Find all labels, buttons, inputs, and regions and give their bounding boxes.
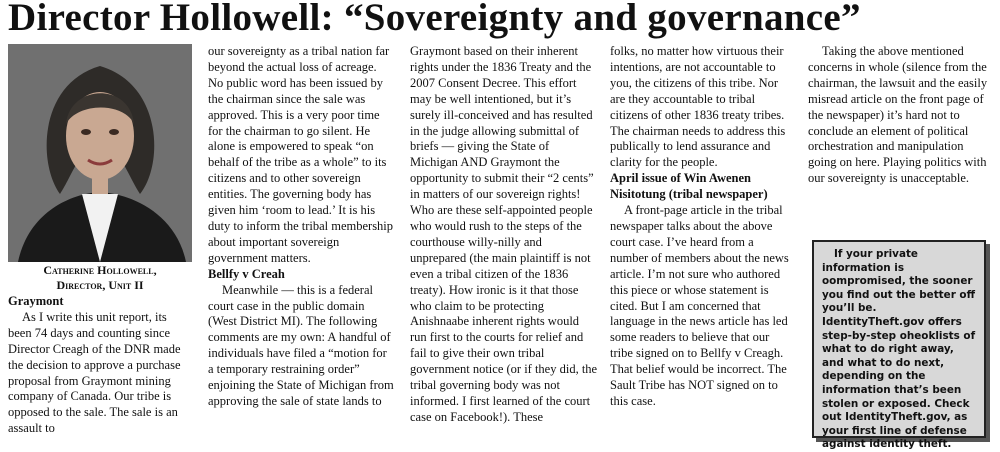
paragraph: our sovereignty as a tribal nation far beyond the actual loss of acreage. No public word has been issued by the chairman since the sale was approved. This is a very poor time for the chairman to go silent. He alone is empowered to speak “on behalf of the tribe as a whole” to its citizens and to other sovereign entities. The governing body has given him ‘room to lead.’ It is his duty to inform the tribal membership about important sovereign government matters. (208, 44, 394, 265)
column-2 (208, 44, 394, 410)
paragraph: Graymont based on their inherent rights under the 1836 Treaty and the 2007 Consent Decree. This effort may be well intentioned, but it’s surely ill-conceived and has resulted in the judge allowing submittal of briefs — giving the State of Michigan AND Graymont the opportunity to submit their “2 cents” in matters of our sovereign rights! Who are these self-appointed people who would rush to the steps of the courthouse willy-nilly and unprepared (the main plaintiff is not even a tribal citizen of the 1836 treaty). How ironic is it that those who claim to be protecting Anishnaabe inherent rights would run first to the courts for relief and fail to give their own tribal government notice (or if they did, the tribal governing body was not informed. I first learned of the court case on Facebook!). These (410, 44, 598, 424)
identity-theft-ad (812, 240, 986, 451)
paragraph: Taking the above mentioned concerns in whole (silence from the chairman, the lawsuit and the easily misread article on the front page of the newspaper) it’s hard not to conclude an element of political orchestration and manipulation going on here. Playing politics with our sovereignty is unacceptable. (808, 44, 988, 186)
column-1 (8, 294, 192, 437)
caption-title: Director, Unit II (56, 278, 144, 292)
portrait-photo (8, 44, 192, 262)
paragraph: As I write this unit report, its been 74 days and counting since Director Creagh of the DNR made the decision to approve a purchase proposal from Graymont mining company of Canada. Our tribe is opposed to the sale. The sale is an assault to (8, 309, 181, 436)
section-heading-bellfy: Bellfy v Creah (208, 266, 285, 281)
section-heading-graymont: Graymont (8, 294, 64, 308)
section-heading-newspaper: April issue of Win Awenen Nisitotung (tribal newspaper) (610, 171, 768, 202)
column-3 (410, 44, 598, 426)
paragraph: folks, no matter how virtuous their intentions, are not accountable to you, the citizens of this tribe. Nor are they accountable to tribal citizens of other 1836 treaty tribes. The chairman needs to address this publically to lend assurance and clarity for the people. (610, 44, 786, 170)
column-4 (610, 44, 794, 410)
ad-text: If your private information is oompromised, the sooner you find out the better off you’ll be. IdentityTheft.gov offers step-by-step oheoklists of what to do right away, and what to do next, depending on the information that’s been stolen or exposed. Check out IdentityTheft.gov, as your first line of defense against identity theft. (822, 248, 976, 451)
caption-name: Catherine Hollowell, (43, 263, 157, 277)
headline: Director Hollowell: “Sovereignty and governance” (8, 0, 861, 39)
paragraph: A front-page article in the tribal newspaper talks about the above court case. I’ve heard from a number of members about the news article. I’m not sure who authored this piece or whose statement is cited. But I am concerned that language in the news article has led some readers to believe that our tribe signed on to Bellfy v Creagh. That belief would be incorrect. The Sault Tribe has NOT signed on to this case. (610, 203, 789, 408)
paragraph: Meanwhile — this is a federal court case in the public domain (West District MI). The following comments are my own: A handful of individuals have filed a “motion for a temporary restraining order” enjoining the State of Michigan from approving the sale of state lands to (208, 282, 394, 408)
column-5 (808, 44, 994, 187)
photo-caption (8, 263, 192, 293)
